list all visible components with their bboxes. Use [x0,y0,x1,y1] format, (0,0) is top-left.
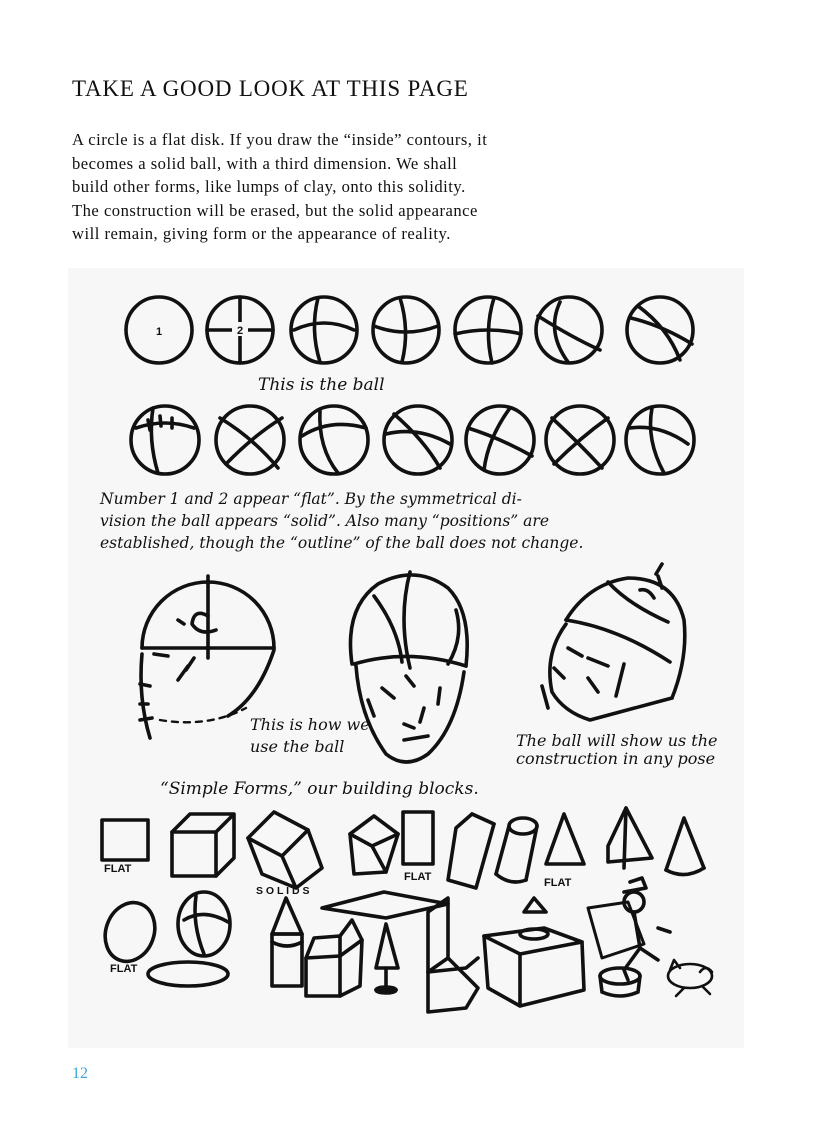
ball-position [626,406,694,474]
note-flat-solid [99,490,583,552]
flat-label: FLAT [544,877,572,889]
caption-forms: “Simple Forms,” our building blocks. [160,779,479,799]
cone [666,818,704,875]
caption-line: construction in any pose [516,749,716,768]
flat-ellipse [148,962,228,986]
intro-line: The construction will be erased, but the solid appearance [72,200,478,220]
ball-solid [536,297,602,363]
ball-solid [627,297,693,363]
cat [668,960,712,996]
house [306,920,362,996]
intro-line: build other forms, like lumps of clay, onto this solidity. [72,177,466,197]
cylinder [496,818,537,882]
box-stack [484,898,584,1006]
ball-solid [373,297,439,363]
ball-flat-1 [126,297,192,363]
caption-ball: This is the ball [258,375,385,395]
ball-solid [455,297,521,363]
ball-solid-small [178,892,230,956]
ball-flat-2 [207,297,273,363]
ball-position [466,406,534,474]
note-line: Number 1 and 2 appear “flat”. By the symmetrical di- [100,490,522,508]
pyramid [608,808,652,868]
ball-row-1 [126,297,693,363]
forms-row-2 [97,878,712,1012]
caption-line: use the ball [250,737,345,756]
flat-oval [97,896,163,969]
cube-tilted [248,812,322,888]
intro-line: will remain, giving form or the appearance of reality. [72,224,451,244]
head-profile [140,576,274,738]
ball-position [546,406,614,474]
caption-line: This is how we [250,715,370,734]
flat-triangle [546,814,584,864]
flat-square [102,820,148,860]
tower [272,898,302,986]
note-line: vision the ball appears “solid”. Also many “positions” are [100,512,549,530]
head-tilted [542,564,685,720]
ball-position [300,406,368,474]
ball-position [384,406,452,474]
caption-use [250,715,370,756]
page-title: TAKE A GOOD LOOK AT THIS PAGE [72,76,469,101]
ball-position [216,406,284,474]
chair [428,898,478,1012]
flat-label: FLAT [404,871,432,883]
ball-solid [291,297,357,363]
ball-position [131,406,199,474]
solids-label: S O L I D S [256,885,310,897]
box-tilted [448,814,494,888]
illustration-panel [68,268,744,1048]
caption-pose [516,731,718,768]
ball-row-2 [131,406,694,474]
intro-line: A circle is a flat disk. If you draw the “inside” contours, it [72,130,488,149]
caption-line: The ball will show us the [516,731,718,750]
flat-rectangle [403,812,433,864]
intro-line: becomes a solid ball, with a third dimension. We shall [72,153,458,173]
ball-number: 2 [236,325,244,337]
page-number: 12 [72,1065,88,1082]
figure-artist [588,878,670,996]
flat-label: FLAT [110,963,138,975]
intro-paragraph [72,128,572,246]
forms-row-1 [102,808,704,888]
flat-label: FLAT [104,863,132,875]
ball-number: 1 [155,326,163,338]
cube-corner [350,816,398,874]
tree [376,924,398,993]
cube [172,814,234,876]
note-line: established, though the “outline” of the ball does not change. [100,534,584,552]
illustration-svg [68,268,744,1048]
